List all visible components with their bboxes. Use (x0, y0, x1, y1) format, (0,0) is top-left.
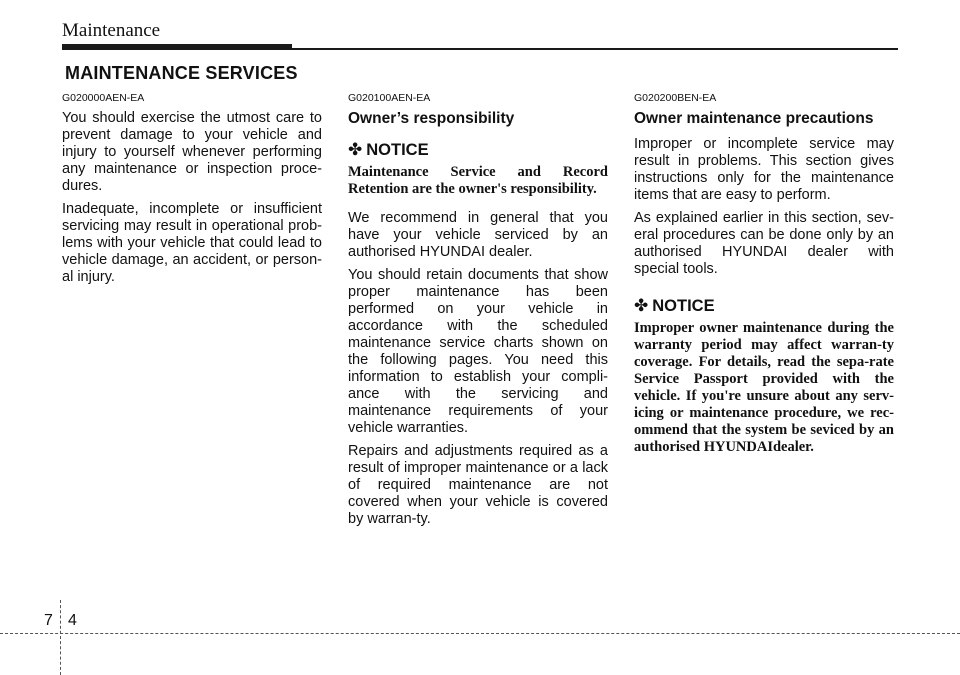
notice-heading (348, 140, 608, 160)
footer-vertical-divider (60, 600, 61, 675)
column-3 (634, 92, 894, 468)
footer-divider (0, 633, 960, 634)
subsection-heading: Owner’s responsibility (348, 110, 515, 127)
paragraph: Inadequate, incomplete or insufficient servicing may result in operational prob-lems with your vehicle that could lead to vehicle damage, an accident, or person-al injury. (62, 201, 322, 285)
paragraph: As explained earlier in this section, sev-eral procedures can be done only by an authorised HYUNDAI dealer with special tools. (634, 210, 894, 277)
chapter-number: 7 (44, 612, 53, 629)
notice-heading (634, 296, 894, 316)
notice-label: NOTICE (652, 296, 715, 315)
section-code: G020200BEN-EA (634, 92, 717, 104)
subsection-heading: Owner maintenance precautions (634, 110, 874, 127)
column-2 (348, 92, 608, 534)
section-code: G020100AEN-EA (348, 92, 431, 104)
chapter-title: Maintenance (62, 20, 161, 41)
section-title: MAINTENANCE SERVICES (65, 63, 298, 83)
column-1 (62, 92, 322, 292)
notice-label: NOTICE (366, 140, 429, 159)
notice-text: Improper owner maintenance during the warranty period may affect warran-ty coverage. For details, read the sepa-rate Service Passport provided with the vehicle. If you're unsure about any serv-icing or maintenance procedure, we rec-ommend that the system be seviced by an authorised HYUNDAIdealer. (634, 320, 894, 455)
paragraph: We recommend in general that you have your vehicle serviced by an authorised HYUNDAI dealer. (348, 210, 608, 260)
paragraph: You should retain documents that show proper maintenance has been performed on your vehicle in accordance with the scheduled maintenance service charts shown on the following pages. You need this information to establish your compli-ance with the servicing and maintenance requirements of your vehicle warranties. (348, 267, 608, 436)
notice-cross-icon: ✤ (634, 296, 649, 315)
section-code: G020000AEN-EA (62, 92, 145, 104)
header-bar-thin (62, 48, 898, 50)
notice-cross-icon: ✤ (348, 140, 363, 159)
paragraph: Improper or incomplete service may result in problems. This section gives instructions only for the maintenance items that are easy to perform. (634, 136, 894, 203)
paragraph: You should exercise the utmost care to prevent damage to your vehicle and injury to yourself whenever performing any maintenance or inspection proce-dures. (62, 110, 322, 194)
page-number: 4 (68, 612, 77, 629)
paragraph: Repairs and adjustments required as a result of improper maintenance or a lack of required maintenance are not covered when your vehicle is covered by warran-ty. (348, 443, 608, 527)
notice-text: Maintenance Service and Record Retention are the owner's responsibility. (348, 164, 608, 197)
